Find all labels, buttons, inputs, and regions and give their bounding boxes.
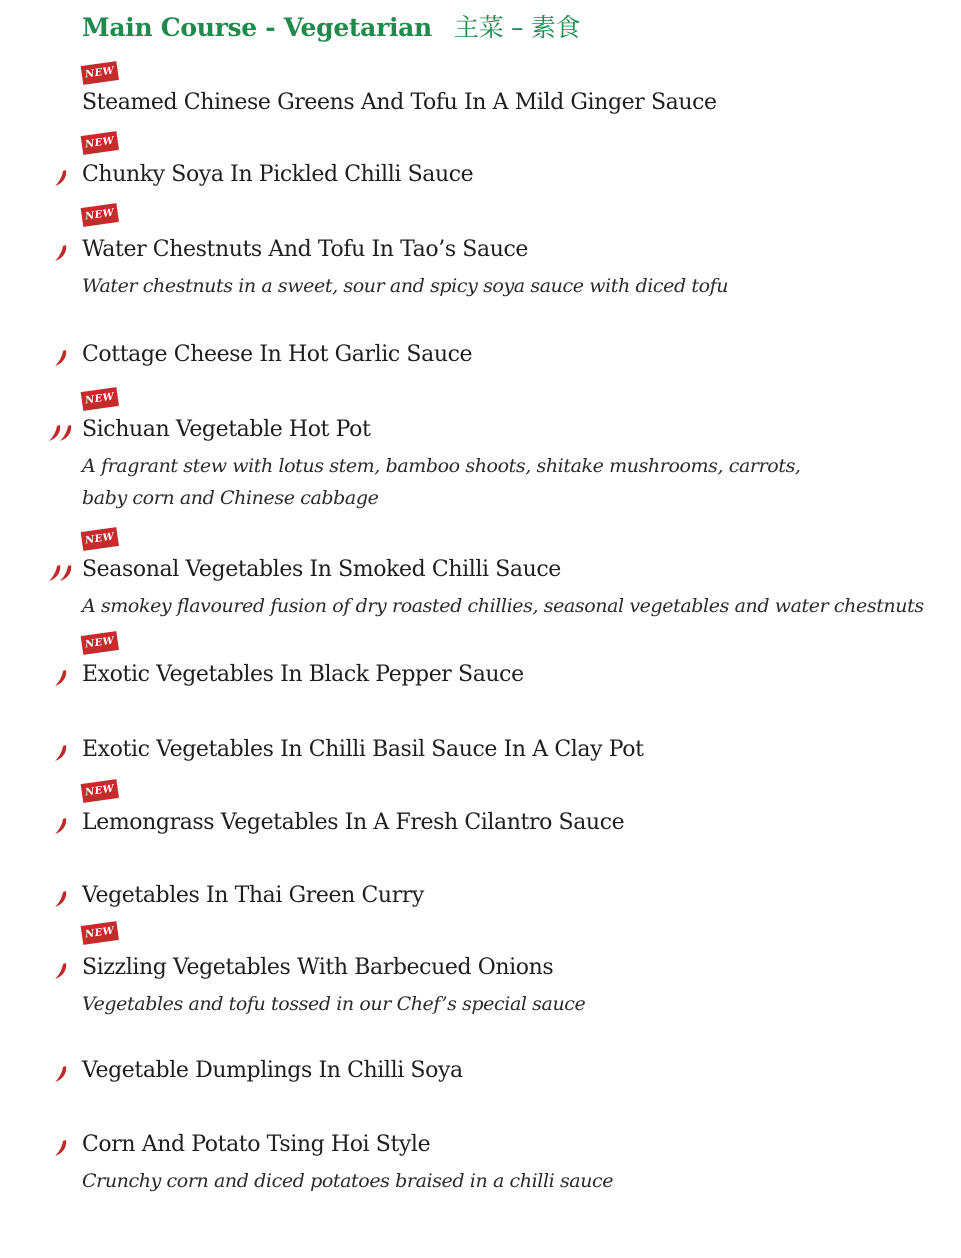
new-badge: NEW [81, 527, 119, 551]
dish-name: Water Chestnuts And Tofu In Tao’s Sauce [82, 237, 529, 262]
dish-name: Exotic Vegetables In Chilli Basil Sauce In A Clay Pot [82, 737, 644, 762]
dish-name: Exotic Vegetables In Black Pepper Sauce [82, 662, 524, 687]
title-zh: 主菜 – 素食 [453, 13, 581, 42]
chili-icon [52, 816, 70, 838]
chili-icon [52, 1064, 70, 1086]
new-badge: NEW [81, 203, 119, 227]
dish-description: Vegetables and tofu tossed in our Chef’s special sauce [82, 993, 586, 1015]
chili-icon [52, 348, 70, 370]
section-title [82, 8, 580, 44]
dish-name: Vegetables In Thai Green Curry [82, 883, 424, 908]
new-badge: NEW [81, 131, 119, 155]
new-badge: NEW [81, 921, 119, 945]
new-badge: NEW [81, 631, 119, 655]
chili-icon [52, 168, 70, 190]
dish-name: Seasonal Vegetables In Smoked Chilli Sauce [82, 557, 561, 582]
dish-name: Lemongrass Vegetables In A Fresh Cilantro Sauce [82, 810, 625, 835]
double-chili-icon [46, 423, 76, 445]
dish-description: A fragrant stew with lotus stem, bamboo shoots, shitake mushrooms, carrots, [82, 455, 801, 477]
double-chili-icon [46, 563, 76, 585]
chili-icon [52, 961, 70, 983]
dish-description: A smokey flavoured fusion of dry roasted chillies, seasonal vegetables and water chestnuts [82, 595, 924, 617]
title-en: Main Course - Vegetarian [82, 13, 432, 42]
new-badge: NEW [81, 779, 119, 803]
dish-name: Vegetable Dumplings In Chilli Soya [82, 1058, 463, 1083]
chili-icon [52, 1138, 70, 1160]
dish-name: Corn And Potato Tsing Hoi Style [82, 1132, 431, 1157]
chili-icon [52, 889, 70, 911]
dish-name: Chunky Soya In Pickled Chilli Sauce [82, 162, 474, 187]
dish-description-line2: baby corn and Chinese cabbage [82, 487, 379, 509]
dish-description: Crunchy corn and diced potatoes braised in a chilli sauce [82, 1170, 614, 1192]
new-badge: NEW [81, 387, 119, 411]
dish-name: Cottage Cheese In Hot Garlic Sauce [82, 342, 473, 367]
dish-name: Sichuan Vegetable Hot Pot [82, 417, 371, 442]
chili-icon [52, 668, 70, 690]
chili-icon [52, 743, 70, 765]
chili-icon [52, 243, 70, 265]
new-badge: NEW [81, 61, 119, 85]
dish-name: Steamed Chinese Greens And Tofu In A Mild Ginger Sauce [82, 90, 717, 115]
dish-description: Water chestnuts in a sweet, sour and spicy soya sauce with diced tofu [82, 275, 729, 297]
dish-name: Sizzling Vegetables With Barbecued Onions [82, 955, 554, 980]
